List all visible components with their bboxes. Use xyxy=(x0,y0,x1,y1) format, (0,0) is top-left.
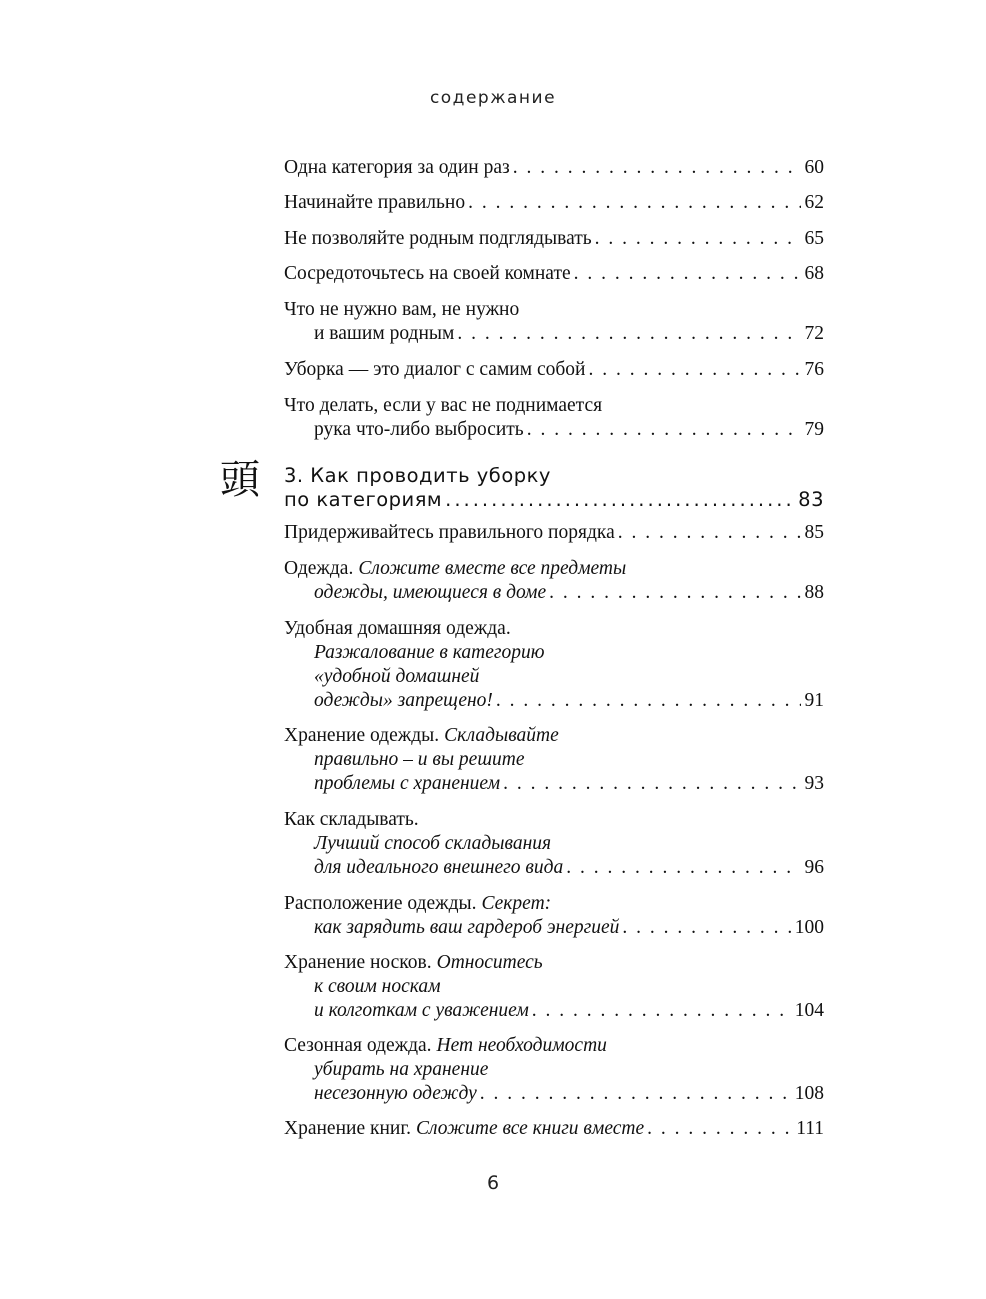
toc-page-number: 79 xyxy=(804,419,824,440)
dot-leader xyxy=(588,358,800,382)
toc-text: рука что-либо выбросить xyxy=(314,419,524,440)
toc-line xyxy=(284,322,824,346)
toc-entry xyxy=(284,892,824,940)
toc-text: Сложите вместе все предметы xyxy=(358,558,627,579)
dot-leader xyxy=(622,916,790,940)
toc-text: как зарядить ваш гардероб энергией xyxy=(314,917,620,938)
toc-text: Не позволяйте родным подглядывать xyxy=(284,228,592,249)
dot-leader xyxy=(480,1082,791,1106)
dot-leader xyxy=(503,772,800,796)
toc-text: Расположение одежды. xyxy=(284,893,477,914)
dot-leader xyxy=(595,227,801,251)
toc-line xyxy=(284,808,824,832)
dot-leader xyxy=(513,156,801,180)
toc-line xyxy=(284,999,824,1023)
toc-line xyxy=(284,227,824,251)
chapter-title-line xyxy=(284,464,824,488)
toc-line xyxy=(284,916,824,940)
toc-entry xyxy=(284,1117,824,1141)
toc-text: для идеального внешнего вида xyxy=(314,857,564,878)
toc-text: Уборка — это диалог с самим собой xyxy=(284,359,586,380)
toc-entry xyxy=(284,521,824,545)
dot-leader xyxy=(527,418,801,442)
toc-page-number: 68 xyxy=(804,263,824,284)
chapter-heading xyxy=(284,464,824,512)
toc-entry xyxy=(284,724,824,796)
toc-page-number: 108 xyxy=(794,1083,824,1104)
toc-text: несезонную одежду xyxy=(314,1083,477,1104)
toc-line xyxy=(284,832,824,856)
dot-leader xyxy=(468,191,800,215)
toc-line xyxy=(284,156,824,180)
toc-text: Придерживайтесь правильного порядка xyxy=(284,522,615,543)
toc-text: Хранение книг. xyxy=(284,1118,411,1139)
toc-text: Как складывать. xyxy=(284,809,419,830)
toc-text: Нет необходимости xyxy=(436,1035,607,1056)
toc-line xyxy=(284,298,824,322)
toc-line xyxy=(284,1082,824,1106)
toc-page-number: 91 xyxy=(804,690,824,711)
toc-line xyxy=(284,772,824,796)
toc-entry xyxy=(284,1034,824,1106)
chapter-title: 3. Как проводить уборку xyxy=(284,464,551,487)
toc-page-number: 93 xyxy=(804,773,824,794)
toc-line xyxy=(284,975,824,999)
toc-entry xyxy=(284,191,824,215)
chapter-title-line xyxy=(284,488,824,512)
toc-text: Одна категория за один раз xyxy=(284,157,510,178)
toc-line xyxy=(284,748,824,772)
chapter-title: по категориям xyxy=(284,488,443,511)
toc-entry xyxy=(284,951,824,1023)
toc-text: проблемы с хранением xyxy=(314,773,501,794)
toc-page-number: 111 xyxy=(796,1118,824,1139)
running-head: содержание xyxy=(429,88,557,108)
toc-page-number: 100 xyxy=(794,917,824,938)
toc-text: Секрет: xyxy=(481,893,552,914)
toc-text: Лучший способ складывания xyxy=(314,833,552,854)
toc-line xyxy=(284,641,824,665)
toc-page-number: 96 xyxy=(804,857,824,878)
toc-line xyxy=(284,557,824,581)
toc-line xyxy=(284,856,824,880)
dot-leader xyxy=(549,581,800,605)
toc-entry xyxy=(284,227,824,251)
toc-text: одежды» запрещено! xyxy=(314,690,493,711)
toc-text: убирать на хранение xyxy=(314,1059,489,1080)
toc-text: Разжалование в категорию xyxy=(314,642,545,663)
toc-entry xyxy=(284,617,824,713)
toc-text: Относитесь xyxy=(436,952,543,973)
toc-line xyxy=(284,892,824,916)
toc-line xyxy=(284,262,824,286)
toc-text: Что делать, если у вас не поднимается xyxy=(284,395,603,416)
toc-text: Начинайте правильно xyxy=(284,192,466,213)
toc-page-number: 60 xyxy=(804,157,824,178)
dot-leader xyxy=(496,689,801,713)
toc-text: одежды, имеющиеся в доме xyxy=(314,582,547,603)
dot-leader xyxy=(574,262,801,286)
toc-entry xyxy=(284,557,824,605)
dot-leader xyxy=(532,999,791,1023)
toc-line xyxy=(284,521,824,545)
chapter-page-number: 83 xyxy=(798,488,824,511)
toc-page-number: 65 xyxy=(804,228,824,249)
toc-entry xyxy=(284,358,824,382)
toc-line xyxy=(284,617,824,641)
toc-line xyxy=(284,665,824,689)
toc-text: к своим носкам xyxy=(314,976,441,997)
dot-leader xyxy=(457,322,800,346)
toc-text: Хранение одежды. xyxy=(284,725,440,746)
dot-leader xyxy=(445,488,794,512)
toc-text: Сезонная одежда. xyxy=(284,1035,432,1056)
toc-line xyxy=(284,191,824,215)
toc-text: и вашим родным xyxy=(314,323,455,344)
toc-page-number: 62 xyxy=(804,192,824,213)
toc-page-number: 85 xyxy=(804,522,824,543)
toc-text: правильно – и вы решите xyxy=(314,749,525,770)
toc-line xyxy=(284,394,824,418)
page-number: 6 xyxy=(486,1172,500,1194)
toc-text: Удобная домашняя одежда. xyxy=(284,618,511,639)
toc-page-number: 72 xyxy=(804,323,824,344)
toc-text: и колготкам с уважением xyxy=(314,1000,529,1021)
toc-line xyxy=(284,724,824,748)
toc-text: Сложите все книги вместе xyxy=(416,1118,645,1139)
toc-entry xyxy=(284,156,824,180)
chapter-symbol: 頭 xyxy=(220,457,260,503)
toc-line xyxy=(284,358,824,382)
toc-line xyxy=(284,951,824,975)
toc-page-number: 104 xyxy=(794,1000,824,1021)
toc-entry xyxy=(284,394,824,442)
toc-text: Сосредоточьтесь на своей комнате xyxy=(284,263,571,284)
dot-leader xyxy=(647,1117,792,1141)
dot-leader xyxy=(618,521,801,545)
toc-line xyxy=(284,581,824,605)
toc-text: Складывайте xyxy=(444,725,559,746)
toc-page-number: 76 xyxy=(804,359,824,380)
toc-text: Что не нужно вам, не нужно xyxy=(284,299,520,320)
toc-text: «удобной домашней xyxy=(314,666,480,687)
toc-line xyxy=(284,1058,824,1082)
toc-entry xyxy=(284,808,824,880)
dot-leader xyxy=(566,856,800,880)
toc-line xyxy=(284,689,824,713)
toc-entry xyxy=(284,298,824,346)
toc-line xyxy=(284,1034,824,1058)
toc-text: Одежда. xyxy=(284,558,354,579)
toc-line xyxy=(284,1117,824,1141)
toc-page-number: 88 xyxy=(804,582,824,603)
toc-text: Хранение носков. xyxy=(284,952,432,973)
toc-entry xyxy=(284,262,824,286)
toc-line xyxy=(284,418,824,442)
